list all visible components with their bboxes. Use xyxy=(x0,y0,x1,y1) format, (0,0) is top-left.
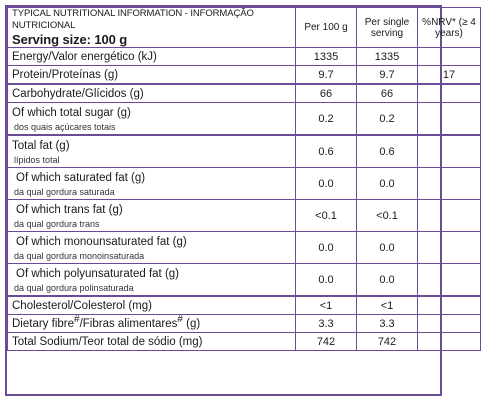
nutrition-panel xyxy=(5,5,476,396)
row-label: Protein/Proteínas (g) xyxy=(8,66,296,85)
value-per100: 0.0 xyxy=(296,232,357,264)
table-row xyxy=(8,315,481,333)
row-label-part2: /Fibras alimentares xyxy=(79,317,178,330)
row-label-cell xyxy=(8,103,296,136)
table-row xyxy=(8,135,481,168)
table-row xyxy=(8,232,481,264)
row-label: Of which trans fat (g) xyxy=(16,203,123,216)
table-header-row xyxy=(8,8,481,48)
row-label: Carbohydrate/Glícidos (g) xyxy=(8,84,296,103)
row-sublabel: da qual gordura trans xyxy=(14,218,100,229)
value-nrv xyxy=(418,200,481,232)
value-per100: 0.2 xyxy=(296,103,357,136)
row-label-part3: (g) xyxy=(182,317,201,330)
value-per100: 3.3 xyxy=(296,315,357,333)
value-nrv xyxy=(418,296,481,315)
value-nrv xyxy=(418,135,481,168)
row-label-cell xyxy=(8,135,296,168)
table-row xyxy=(8,84,481,103)
serving-size: Serving size: 100 g xyxy=(12,32,128,47)
value-per100: <0.1 xyxy=(296,200,357,232)
table-row xyxy=(8,103,481,136)
value-single: 0.0 xyxy=(357,264,418,297)
value-nrv xyxy=(418,315,481,333)
value-nrv xyxy=(418,168,481,200)
value-nrv xyxy=(418,48,481,66)
hash-mark: # xyxy=(74,313,80,325)
row-label: Of which monounsaturated fat (g) xyxy=(16,235,187,248)
table-row xyxy=(8,200,481,232)
value-nrv xyxy=(418,333,481,351)
value-single: <1 xyxy=(357,296,418,315)
nutrition-table xyxy=(7,7,481,351)
value-per100: 1335 xyxy=(296,48,357,66)
value-nrv xyxy=(418,232,481,264)
value-nrv xyxy=(418,103,481,136)
value-per100: 66 xyxy=(296,84,357,103)
table-title: TYPICAL NUTRITIONAL INFORMATION - INFORMAÇÃO NUTRICIONAL xyxy=(12,8,254,31)
value-nrv: 17 xyxy=(418,66,481,85)
column-header-per100: Per 100 g xyxy=(296,8,357,48)
table-row xyxy=(8,48,481,66)
value-nrv xyxy=(418,264,481,297)
value-single: 0.0 xyxy=(357,168,418,200)
row-sublabel: da qual gordura saturada xyxy=(14,186,115,197)
row-label: Of which polyunsaturated fat (g) xyxy=(16,267,179,280)
value-per100: <1 xyxy=(296,296,357,315)
value-single: 742 xyxy=(357,333,418,351)
row-label-cell xyxy=(8,232,296,264)
column-header-single: Per single serving xyxy=(357,8,418,48)
value-single: 0.6 xyxy=(357,135,418,168)
row-label-cell xyxy=(8,315,296,333)
table-row xyxy=(8,168,481,200)
table-row xyxy=(8,66,481,85)
hash-mark: # xyxy=(177,313,183,325)
value-per100: 742 xyxy=(296,333,357,351)
value-single: 0.2 xyxy=(357,103,418,136)
row-label: Cholesterol/Colesterol (mg) xyxy=(8,296,296,315)
value-single: 1335 xyxy=(357,48,418,66)
value-per100: 9.7 xyxy=(296,66,357,85)
row-label: Of which saturated fat (g) xyxy=(16,171,146,184)
value-per100: 0.6 xyxy=(296,135,357,168)
value-single: 9.7 xyxy=(357,66,418,85)
table-row xyxy=(8,333,481,351)
header-cell-title xyxy=(8,8,296,48)
row-label-cell xyxy=(8,200,296,232)
row-sublabel: da qual gordura polinsaturada xyxy=(14,282,134,293)
row-sublabel: lípidos total xyxy=(14,154,60,165)
value-per100: 0.0 xyxy=(296,168,357,200)
row-label: Dietary fibre xyxy=(12,317,74,330)
row-label: Total Sodium/Teor total de sódio (mg) xyxy=(8,333,296,351)
column-header-nrv: %NRV* (≥ 4 years) xyxy=(418,8,481,48)
value-single: <0.1 xyxy=(357,200,418,232)
row-sublabel: da qual gordura monoinsaturada xyxy=(14,250,145,261)
row-label-cell xyxy=(8,168,296,200)
row-label: Total fat (g) xyxy=(12,139,70,152)
row-label: Of which total sugar (g) xyxy=(12,106,131,119)
value-per100: 0.0 xyxy=(296,264,357,297)
row-sublabel: dos quais açúcares totais xyxy=(14,121,116,132)
table-row xyxy=(8,264,481,297)
table-row xyxy=(8,296,481,315)
value-single: 0.0 xyxy=(357,232,418,264)
row-label: Energy/Valor energético (kJ) xyxy=(8,48,296,66)
value-nrv xyxy=(418,84,481,103)
value-single: 66 xyxy=(357,84,418,103)
row-label-cell xyxy=(8,264,296,297)
value-single: 3.3 xyxy=(357,315,418,333)
